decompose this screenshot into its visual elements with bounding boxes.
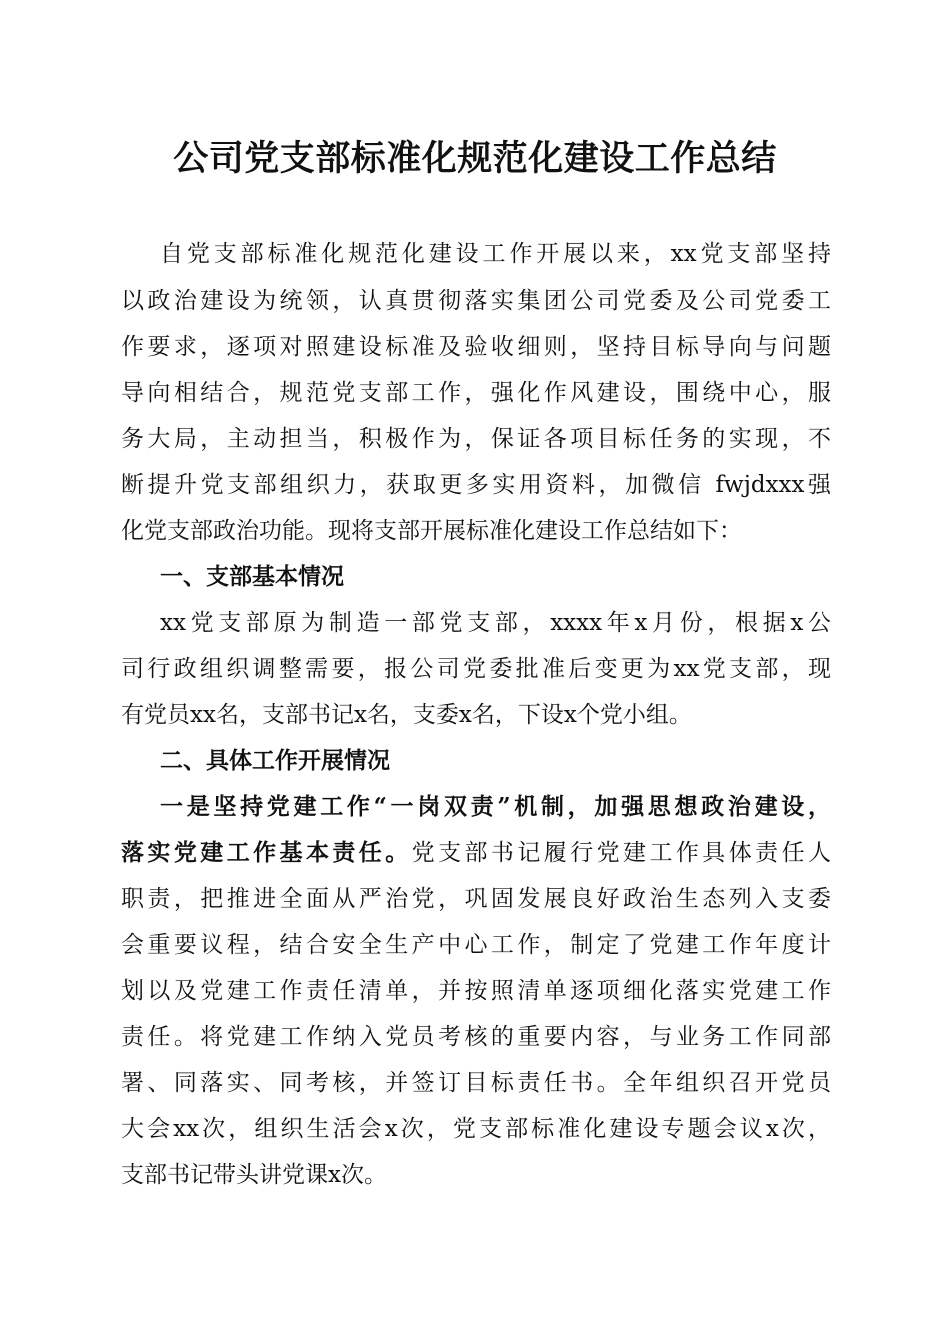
intro-line: 务大局，主动担当，积极作为，保证各项目标任务的实现，不 — [121, 426, 831, 452]
document-title: 公司党支部标准化规范化建设工作总结 — [173, 138, 777, 179]
intro-line: 化党支部政治功能。现将支部开展标准化建设工作总结如下： — [121, 518, 742, 544]
intro-line: 导向相结合，规范党支部工作，强化作风建设，围绕中心，服 — [121, 380, 831, 406]
section2-line: 划以及党建工作责任清单，并按照清单逐项细化落实党建工作 — [121, 978, 831, 1004]
section2-line — [121, 837, 831, 869]
section-heading-basic-info: 一、支部基本情况 — [160, 564, 344, 590]
section2-line: 署、同落实、同考核，并签订目标责任书。全年组织召开党员 — [121, 1070, 831, 1096]
intro-line: 自党支部标准化规范化建设工作开展以来，xx党支部坚持 — [160, 241, 831, 267]
section2-line: 责任。将党建工作纳入党员考核的重要内容，与业务工作同部 — [121, 1024, 831, 1050]
section2-line: 职责，把推进全面从严治党，巩固发展良好政治生态列入支委 — [121, 886, 831, 912]
intro-line: 断提升党支部组织力，获取更多实用资料，加微信 fwjdxxx强 — [121, 472, 831, 498]
section2-line: 大会xx次，组织生活会x次，党支部标准化建设专题会议x次， — [121, 1116, 831, 1142]
section2-lead-line: 一是坚持党建工作“一岗双责”机制，加强思想政治建设， — [160, 793, 831, 820]
section2-line-rest: 党支部书记履行党建工作具体责任人 — [411, 840, 832, 866]
section2-line: 支部书记带头讲党课x次。 — [121, 1162, 387, 1188]
section2-lead-text: 落实党建工作基本责任。 — [121, 839, 412, 866]
intro-line: 作要求，逐项对照建设标准及验收细则，坚持目标导向与问题 — [121, 334, 831, 360]
section-heading-work-progress: 二、具体工作开展情况 — [160, 748, 390, 774]
section1-line: 司行政组织调整需要，报公司党委批准后变更为xx党支部，现 — [121, 656, 831, 682]
section1-line: xx党支部原为制造一部党支部，xxxx年x月份，根据x公 — [160, 610, 831, 636]
section2-line: 会重要议程，结合安全生产中心工作，制定了党建工作年度计 — [121, 932, 831, 958]
section1-line: 有党员xx名，支部书记x名，支委x名，下设x个党小组。 — [121, 702, 692, 728]
intro-line: 以政治建设为统领，认真贯彻落实集团公司党委及公司党委工 — [121, 288, 831, 314]
